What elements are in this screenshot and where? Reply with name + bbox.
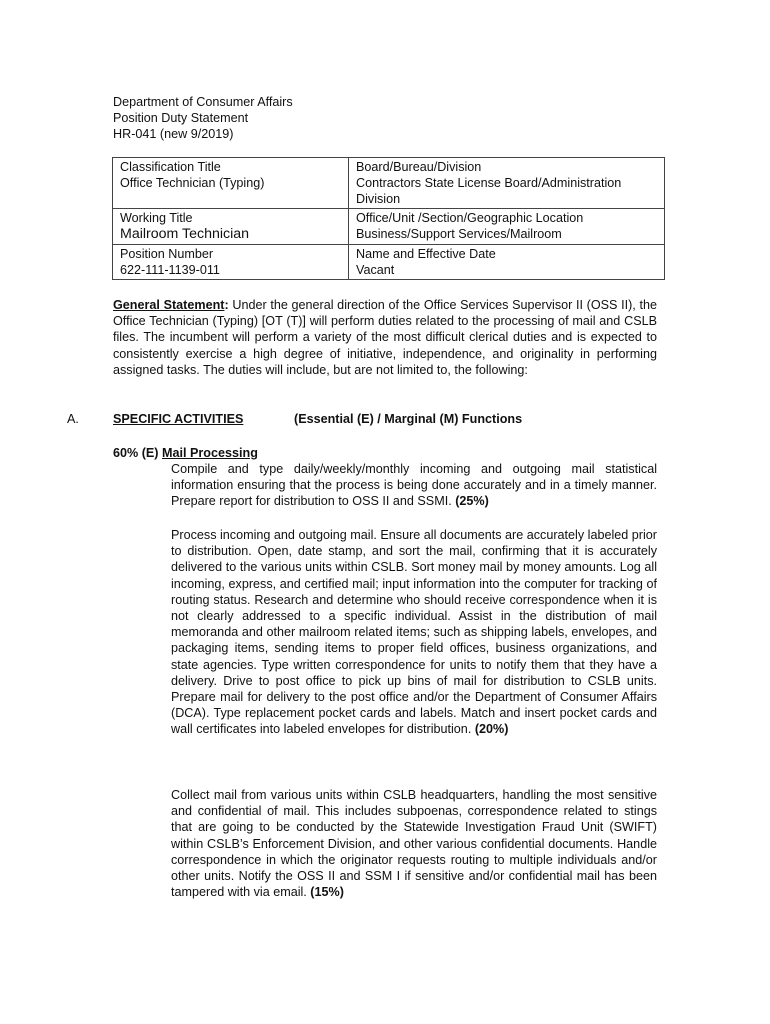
form-number: HR-041 (new 9/2019) <box>113 127 234 141</box>
duty-paragraph <box>171 461 657 510</box>
duty-text: Collect mail from various units within CSLB headquarters, handling the most sensitive and confidential of mail. This includes subpoenas, correspondence related to stings that are going to be conducted by the Statewide Investigation Fraud Unit (SWIFT) within CSLB’s Enforcement Division, and other various confidential documents. Handle correspondence in which the originator requests routing to multiple individuals and/or other units. Notify the OSS II and SSM I if sensitive and/or confidential mail has been tampered with via email. <box>171 788 657 900</box>
working-title-value: Mailroom Technician <box>120 226 250 242</box>
office-cell <box>349 209 665 245</box>
board-label: Board/Bureau/Division <box>356 160 482 174</box>
table-row <box>113 245 665 280</box>
working-title-label: Working Title <box>120 211 193 225</box>
mail-processing-percent: 60% (E) <box>113 446 162 460</box>
duty-percent: (20%) <box>474 722 509 737</box>
department-name: Department of Consumer Affairs <box>113 95 293 109</box>
duty-percent: (25%) <box>455 494 489 509</box>
position-info-table <box>112 157 665 280</box>
duty-text: Compile and type daily/weekly/monthly incoming and outgoing mail statistical information ensuring that the process is being done accurately and in a timely manner. Prepare report for distribution to OSS II and SSMI. <box>171 462 657 509</box>
position-number-cell <box>113 245 349 280</box>
board-value: Contractors State License Board/Administration Division <box>356 176 622 206</box>
document-header <box>113 94 293 142</box>
mail-processing-title: Mail Processing <box>162 446 258 460</box>
duty-text: Process incoming and outgoing mail. Ensure all documents are accurately labeled prior to distribution. Open, date stamp, and sort the mail, confirming that it is accurately delivered to the various units within CSLB. Sort money mail by money amounts. Log all incoming, express, and certified mail; input information into the computer for tracking of routing status. Research and determine who should receive correspondence when it is not clearly addressed to a specific individual. Assist in the distribution of mail memoranda and other mailroom related items; such as shipping labels, envelopes, and packaging items, sending items to proper field offices, business organizations, and state agencies. Type written correspondence for units to notify them that they have a delivery. Drive to post office to pick up bins of mail for distribution to CSLB units. Prepare mail for delivery to the post office and/or the Department of Consumer Affairs (DCA). Type replacement pocket cards and labels. Match and insert pocket cards and wall certificates into labeled envelopes for distribution. <box>171 528 657 737</box>
section-letter: A. <box>67 412 79 426</box>
classification-label: Classification Title <box>120 160 221 174</box>
table-row <box>113 209 665 245</box>
office-value: Business/Support Services/Mailroom <box>356 227 562 241</box>
name-date-cell <box>349 245 665 280</box>
position-number-value: 622-111-1139-011 <box>120 263 220 277</box>
board-cell <box>349 158 665 209</box>
name-date-value: Vacant <box>356 263 395 277</box>
section-functions-note: (Essential (E) / Marginal (M) Functions <box>294 412 523 426</box>
classification-cell <box>113 158 349 209</box>
general-statement <box>113 297 657 378</box>
classification-value: Office Technician (Typing) <box>120 176 265 190</box>
mail-processing-heading <box>113 445 258 461</box>
duty-percent: (15%) <box>310 885 344 900</box>
position-number-label: Position Number <box>120 247 214 261</box>
general-statement-colon: : <box>224 298 229 312</box>
working-title-cell <box>113 209 349 245</box>
table-row <box>113 158 665 209</box>
name-date-label: Name and Effective Date <box>356 247 496 261</box>
document-title: Position Duty Statement <box>113 111 249 125</box>
general-statement-text: Under the general direction of the Office Services Supervisor II (OSS II), the Office Technician (Typing) [OT (T)] will perform duties related to the processing of mail and CSLB files. The incumbent will perform a variety of the most difficult clerical duties and is expected to consistently exercise a high degree of initiative, independence, and originality in performing assigned tasks. The duties will include, but are not limited to, the following: <box>113 298 657 377</box>
office-label: Office/Unit /Section/Geographic Location <box>356 211 584 225</box>
general-statement-heading: General Statement <box>113 298 225 312</box>
section-title: SPECIFIC ACTIVITIES <box>113 412 244 426</box>
duty-paragraph <box>171 787 657 900</box>
duty-paragraph <box>171 527 657 738</box>
